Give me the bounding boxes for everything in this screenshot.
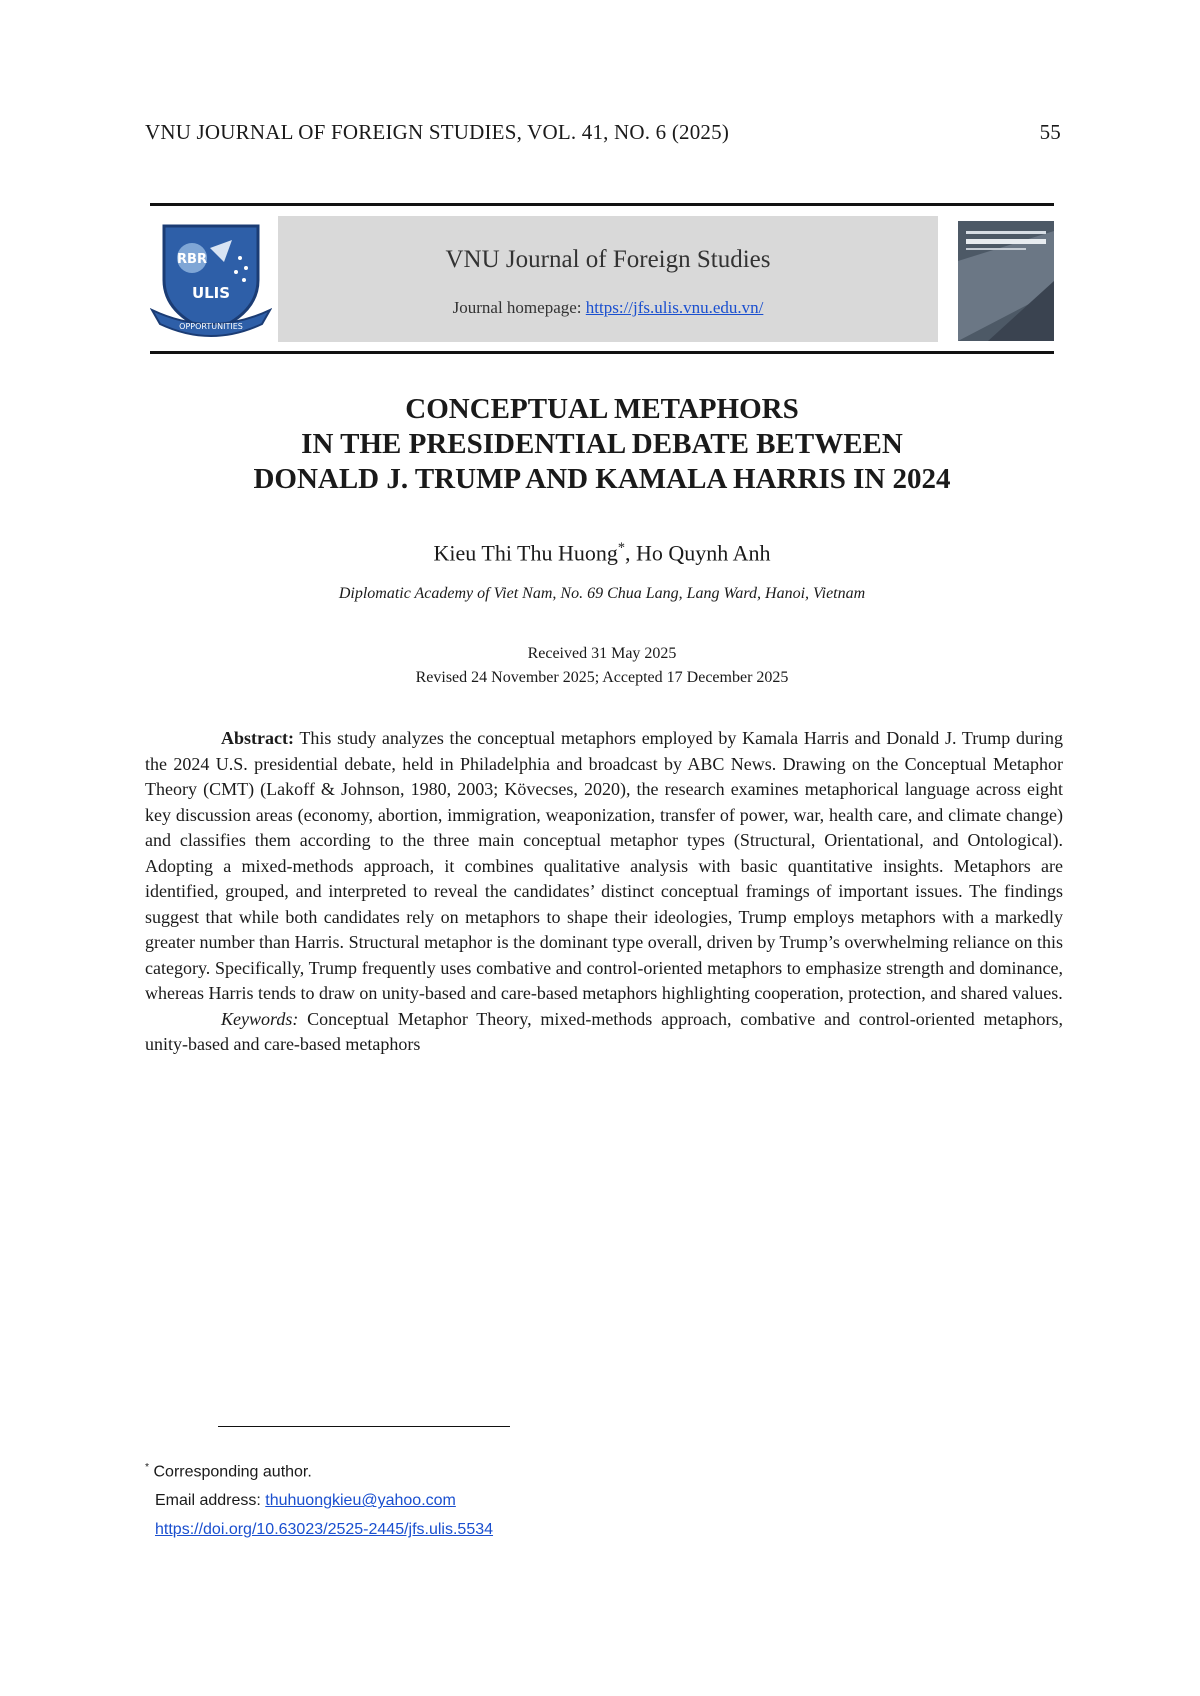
corresponding-author-text: Corresponding author. xyxy=(149,1463,312,1481)
ulis-logo-icon xyxy=(150,218,272,338)
abstract-text: This study analyzes the conceptual metaphors employed by Kamala Harris and Donald J. Trump during the 2024 U.S. presidential debate, held in Philadelphia and broadcast by ABC News. Drawing on the Conceptual Metaphor Theory (CMT) (Lakoff & Johnson, 1980, 2003; Kövecses, 2020), the research examines metaphorical language across eight key discussion areas (economy, abortion, immigration, weaponization, transfer of power, war, health care, and climate change) and classifies them according to the three main conceptual metaphor types (Structural, Orientational, and Ontological). Adopting a mixed-methods approach, it combines qualitative analysis with basic quantitative insights. Metaphors are identified, grouped, and interpreted to reveal the candidates’ distinct conceptual framings of important issues. The findings suggest that while both candidates rely on metaphors to shape their ideologies, Trump employs metaphors with a markedly greater number than Harris. Structural metaphor is the dominant type overall, driven by Trump’s overwhelming reliance on this category. Specifically, Trump frequently uses combative and control-oriented metaphors to emphasize strength and dominance, whereas Harris tends to draw on unity-based and care-based metaphors highlighting cooperation, protection, and shared values. xyxy=(145,728,1063,1003)
keywords-label: Keywords: xyxy=(221,1008,299,1029)
svg-text:ULIS: ULIS xyxy=(191,284,231,302)
svg-text:RBR: RBR xyxy=(177,252,207,267)
running-head xyxy=(145,120,1061,145)
article-dates xyxy=(150,642,1054,690)
email-label: Email address: xyxy=(155,1492,266,1510)
page-number: 55 xyxy=(1039,120,1061,144)
email-line xyxy=(145,1486,493,1515)
author-1: Kieu Thi Thu Huong xyxy=(433,540,618,566)
abstract-paragraph xyxy=(145,726,1063,1007)
corresponding-author-note xyxy=(145,1453,493,1486)
journal-running-title: VNU JOURNAL OF FOREIGN STUDIES, VOL. 41, NO. 6 (2025) xyxy=(145,120,730,144)
doi-link[interactable]: https://doi.org/10.63023/2525-2445/jfs.ulis.5534 xyxy=(155,1521,494,1539)
abstract-section xyxy=(145,726,1063,1058)
footnote xyxy=(145,1453,493,1544)
revised-accepted-dates: Revised 24 November 2025; Accepted 17 December 2025 xyxy=(415,669,789,686)
header-bottom-rule xyxy=(150,351,1054,354)
keywords-paragraph xyxy=(145,1007,1063,1058)
abstract-label: Abstract: xyxy=(221,728,294,748)
title-line-3: DONALD J. TRUMP AND KAMALA HARRIS IN 2024 xyxy=(253,463,951,495)
header-top-rule xyxy=(150,203,1054,206)
author-2: , Ho Quynh Anh xyxy=(625,540,771,566)
footnote-mark: * xyxy=(145,1462,150,1473)
keywords-text: Conceptual Metaphor Theory, mixed-methods approach, combative and control-oriented metaphors, unity-based and care-based metaphors xyxy=(145,1008,1063,1054)
homepage-link[interactable]: https://jfs.ulis.vnu.edu.vn/ xyxy=(585,298,764,317)
email-link[interactable]: thuhuongkieu@yahoo.com xyxy=(265,1492,456,1510)
homepage-label: Journal homepage: xyxy=(452,298,586,317)
article-title xyxy=(150,392,1054,497)
journal-cover-thumbnail xyxy=(958,221,1054,341)
journal-name: VNU Journal of Foreign Studies xyxy=(445,246,771,273)
title-line-1: CONCEPTUAL METAPHORS xyxy=(405,393,799,425)
journal-homepage xyxy=(278,298,938,318)
received-date: Received 31 May 2025 xyxy=(527,645,677,662)
corresponding-mark: * xyxy=(617,540,626,556)
affiliation: Diplomatic Academy of Viet Nam, No. 69 Chua Lang, Lang Ward, Hanoi, Vietnam xyxy=(338,585,866,602)
svg-text:OPPORTUNITIES: OPPORTUNITIES xyxy=(179,322,243,331)
doi-line xyxy=(145,1515,493,1544)
title-line-2: IN THE PRESIDENTIAL DEBATE BETWEEN xyxy=(301,428,903,460)
footnote-rule xyxy=(218,1426,510,1427)
journal-banner-box xyxy=(278,216,938,342)
journal-banner xyxy=(150,216,1054,342)
authors xyxy=(150,540,1054,566)
